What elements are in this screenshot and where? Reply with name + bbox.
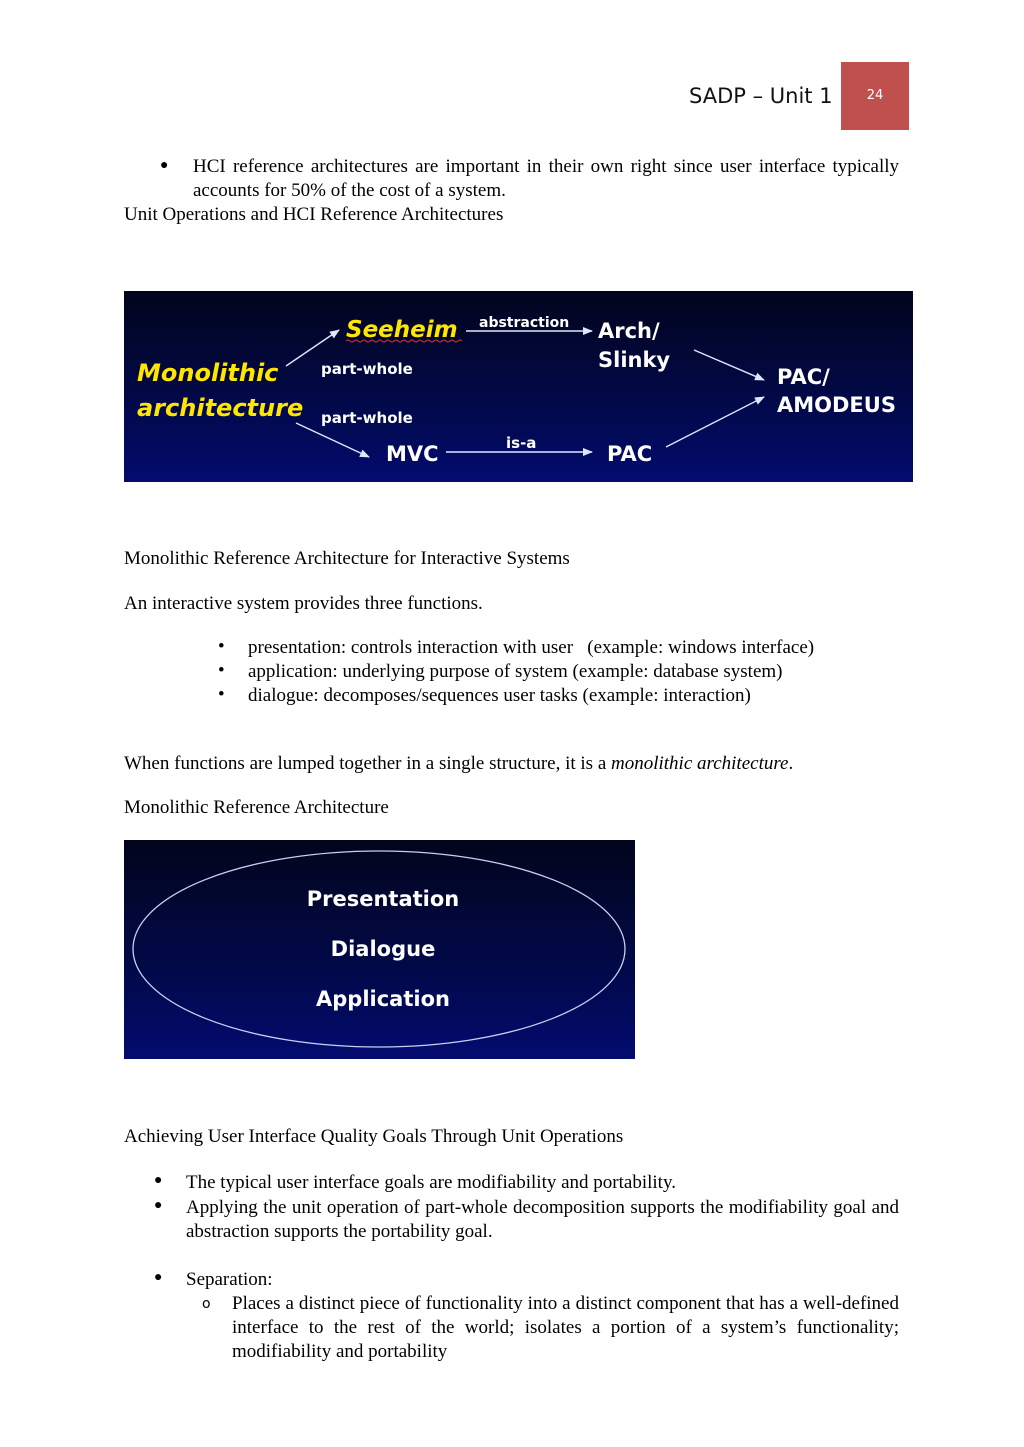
separation-detail: Places a distinct piece of functionality into a distinct component that has a well-defined interface to the rest of the world; isolates a portion of a system’s functionality; modifiability and portability [232, 1293, 899, 1362]
intro-bullet-text: HCI reference architectures are important in their own right since user interface typically accounts for 50% of the cost of a system. [193, 156, 899, 201]
function-item-application: application: underlying purpose of system (example: database system) [248, 661, 783, 682]
label-part-whole-upper: part-whole [321, 360, 413, 378]
label-pac-slash: PAC/ [777, 365, 830, 389]
section-heading-monolithic: Monolithic Reference Architecture for Interactive Systems [124, 548, 570, 569]
label-is-a: is-a [506, 434, 537, 452]
separation-label: Separation: [186, 1269, 273, 1290]
layer-presentation: Presentation [306, 887, 460, 911]
label-abstraction: abstraction [479, 315, 570, 331]
label-architecture: architecture [137, 394, 304, 422]
monolithic-architecture-diagram [124, 840, 635, 1059]
page-number-badge: 24 [841, 62, 909, 130]
arrow-arch-to-amodeus [694, 350, 764, 380]
label-seeheim: Seeheim [346, 317, 458, 343]
definition-text: When functions are lumped together in a single structure, it is a [124, 753, 611, 774]
hci-architecture-svg [124, 291, 913, 482]
function-item-presentation: presentation: controls interaction with user (example: windows interface) [248, 637, 815, 658]
label-arch: Arch/ [598, 319, 660, 343]
header-title: SADP – Unit 1 [689, 84, 833, 108]
monolithic-ellipse-svg [124, 840, 635, 1059]
goals-bullet-1: The typical user interface goals are modifiability and portability. [186, 1172, 676, 1193]
monolithic-definition [124, 752, 793, 776]
section-heading-quality-goals: Achieving User Interface Quality Goals Through Unit Operations [124, 1126, 624, 1147]
hci-architecture-diagram [124, 291, 913, 482]
label-part-whole-lower: part-whole [321, 409, 413, 427]
definition-term: monolithic architecture [611, 753, 789, 774]
function-item-dialogue: dialogue: decomposes/sequences user tasks (example: interaction) [248, 685, 751, 706]
bullet-icon: ● [154, 1270, 163, 1285]
layer-application: Application [316, 987, 450, 1011]
bullet-icon: • [218, 660, 225, 681]
label-amodeus: AMODEUS [777, 393, 896, 417]
label-slinky: Slinky [598, 348, 671, 372]
bullet-icon: • [218, 684, 225, 705]
figure-caption-monolithic: Monolithic Reference Architecture [124, 797, 389, 818]
bullet-icon: ● [160, 158, 169, 173]
interactive-system-intro: An interactive system provides three functions. [124, 593, 483, 614]
section-heading-unit-operations: Unit Operations and HCI Reference Architectures [124, 204, 504, 225]
label-mvc: MVC [386, 442, 439, 466]
label-pac: PAC [607, 442, 653, 466]
goals-bullet-2: Applying the unit operation of part-whole decomposition supports the modifiability goal and abstraction supports the portability goal. [186, 1197, 899, 1242]
definition-period: . [788, 753, 794, 774]
bullet-icon: • [218, 636, 225, 657]
arrow-monolithic-to-mvc [296, 423, 369, 457]
hollow-bullet-icon: o [202, 1296, 211, 1312]
arrow-pac-to-amodeus [666, 397, 764, 447]
layer-dialogue: Dialogue [330, 937, 436, 961]
bullet-icon: ● [154, 1173, 163, 1188]
label-monolithic: Monolithic [137, 359, 279, 387]
bullet-icon: ● [154, 1198, 163, 1213]
